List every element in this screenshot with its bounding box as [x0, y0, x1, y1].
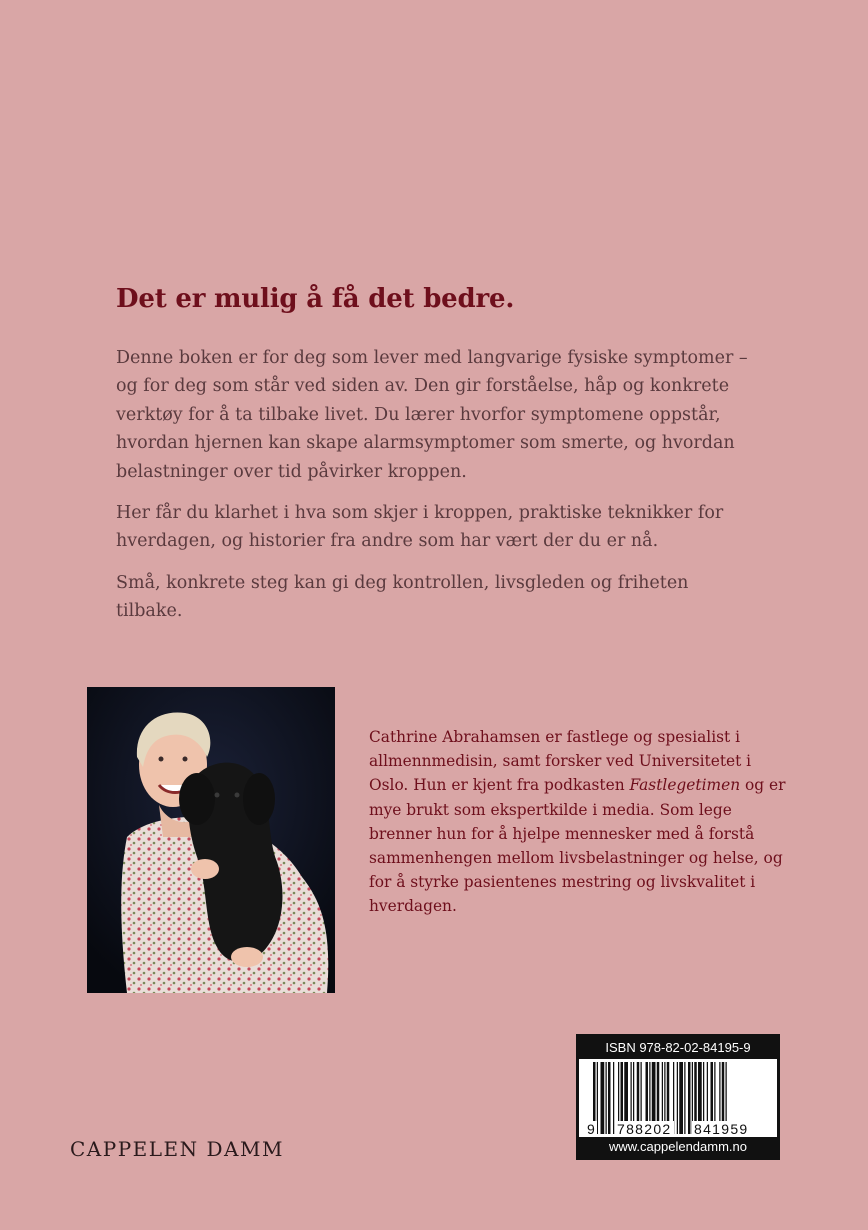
barcode-digits [579, 1121, 777, 1137]
blurb-paragraph: Denne boken er for deg som lever med langvarige fysiske symptomer – og for deg som står ved siden av. Den gir forståelse, håp og konkrete verktøy for å ta tilbake livet. Du lærer hvorfor symptomene oppstår, hvordan hjernen kan skape alarmsymptomer som smerte, og hvordan belastninger over tid påvirker kroppen. [116, 348, 748, 482]
blurb-text [116, 344, 756, 639]
isbn-label: ISBN 978-82-02-84195-9 [579, 1037, 777, 1059]
publisher-logo: CAPPELEN DAMM [70, 1137, 284, 1161]
blurb-paragraph: Små, konkrete steg kan gi deg kontrollen, livsgleden og friheten tilbake. [116, 572, 689, 622]
barcode-digit-first: 9 [587, 1121, 595, 1137]
blurb-paragraph: Her får du klarhet i hva som skjer i kroppen, praktiske teknikker for hverdagen, og historier fra andre som har vært der du er nå. [116, 503, 724, 552]
barcode-digits-left: 788202 [617, 1121, 672, 1137]
isbn-barcode [576, 1034, 780, 1160]
author-bio-part: og er mye brukt som ekspertkilde i media. Som lege brenner hun for å hjelpe mennesker med å forstå sammenhengen mellom livsbelastninger og helse, og for å styrke pasientenes mestring og livskvalitet i hverdagen. [369, 776, 786, 916]
author-photo [87, 687, 335, 993]
back-cover-headline: Det er mulig å få det bedre. [116, 284, 515, 314]
podcast-name: Fastlegetimen [629, 776, 741, 795]
author-bio-part: Cathrine Abrahamsen er fastlege og spesialist i allmennmedisin, samt forsker ved Universitetet i Oslo. Hun er kjent fra podkasten [369, 728, 752, 795]
barcode-digits-right: 841959 [694, 1121, 749, 1137]
author-bio-text [369, 725, 789, 919]
author-portrait-illustration [87, 687, 335, 993]
publisher-url: www.cappelendamm.no [579, 1137, 777, 1157]
author-bio [369, 725, 789, 919]
